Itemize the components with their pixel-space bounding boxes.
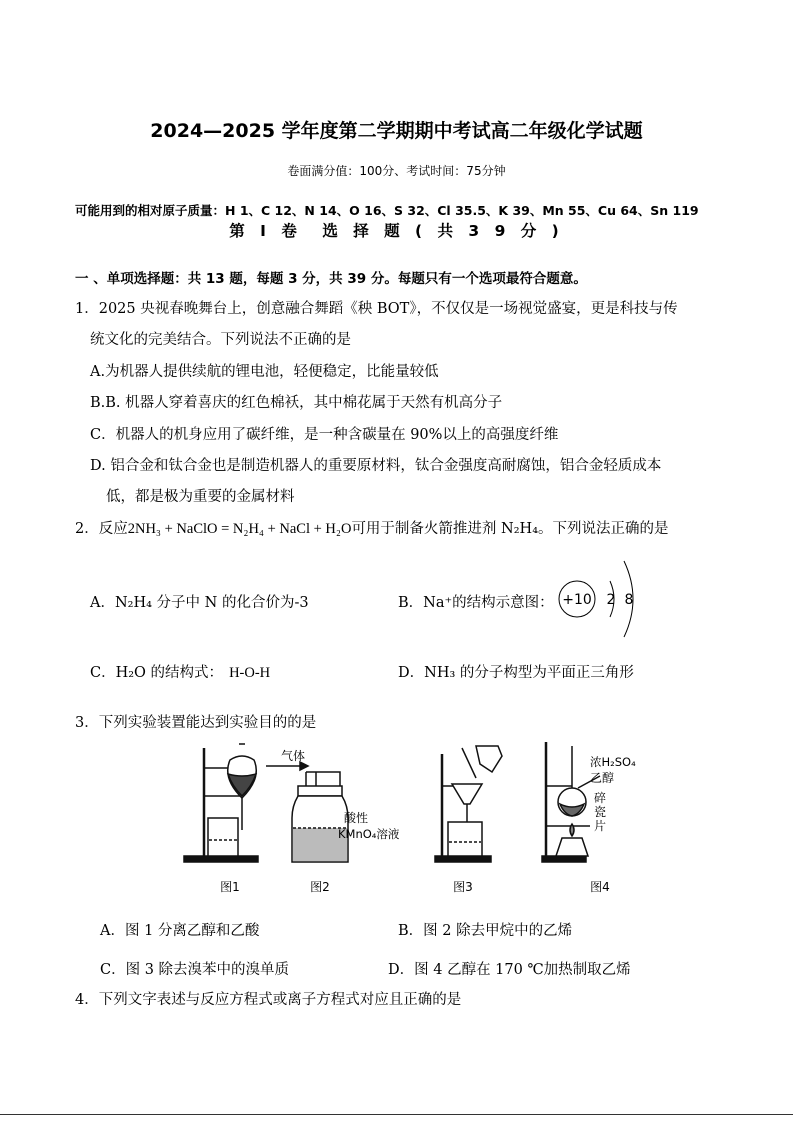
- q1-stem-line2: 统文化的完美结合。下列说法不正确的是: [90, 332, 351, 348]
- gas-label: 气体: [281, 749, 306, 763]
- acidic-label: 酸性: [344, 811, 369, 825]
- q1-option-d-line2: 低，都是极为重要的金属材料: [106, 489, 295, 505]
- shell-1-electrons: 2: [606, 592, 616, 608]
- q3-option-c: C．图 3 除去溴苯中的溴单质: [100, 962, 290, 978]
- exam-subtitle: 卷面满分值：100分、考试时间：75分钟: [287, 164, 506, 178]
- q2-water-formula: H-O-H: [229, 665, 271, 681]
- q1-stem-line1: 1．2025 央视春晚舞台上，创意融合舞蹈《秧 BOT》，不仅仅是一场视觉盛宴，更是科技与传: [75, 301, 678, 317]
- q2-option-c: [90, 661, 270, 682]
- q3-option-a: A．图 1 分离乙醇和乙酸: [100, 923, 260, 939]
- q2-option-d: D．NH₃ 的分子构型为平面正三角形: [398, 665, 634, 681]
- q3-option-b: B．图 2 除去甲烷中的乙烯: [398, 923, 573, 939]
- q2-suffix: 可用于制备火箭推进剂 N₂H₄。下列说法正确的是: [351, 521, 669, 537]
- section-heading: 一 、单项选择题：共 13 题，每题 3 分，共 39 分。每题只有一个选项最符合题意。: [75, 271, 587, 287]
- q2-prefix: 2．反应: [75, 521, 128, 537]
- q1-option-d-line1: D. 铝合金和钛合金也是制造机器人的重要原材料，钛合金强度高耐腐蚀，铝合金轻质成本: [90, 458, 662, 474]
- q2-equation: 2NH₃ + NaClO = N₂H₄ + NaCl + H₂O: [127, 521, 352, 537]
- nucleus-charge: +10: [562, 592, 592, 608]
- figure-1-caption: 图1: [220, 880, 240, 894]
- na-ion-structure-diagram: [555, 555, 645, 645]
- exam-title: 2024—2025 学年度第二学期期中考试高二年级化学试题: [150, 120, 643, 142]
- kmno4-label: KMnO₄溶液: [338, 827, 400, 841]
- q2-option-c-label: C．H₂O 的结构式：: [90, 665, 224, 681]
- shell-2-electrons: 8: [624, 592, 634, 608]
- chip-label-2: 瓷: [594, 805, 607, 819]
- chip-label-3: 片: [594, 819, 607, 833]
- q2-option-b: B．Na⁺的结构示意图：: [398, 595, 554, 611]
- q2-stem: [75, 517, 669, 538]
- q1-option-b: B.B. 机器人穿着喜庆的红色棉袄，其中棉花属于天然有机高分子: [90, 395, 503, 411]
- figure-3-filtration: [435, 746, 502, 862]
- chip-label-1: 碎: [594, 791, 607, 805]
- q3-option-d: D．图 4 乙醇在 170 ℃加热制取乙烯: [388, 962, 631, 978]
- figure-1-separatory-funnel: [184, 744, 258, 862]
- page-bottom-rule: [0, 1114, 793, 1115]
- figure-2-gas-washing-bottle: [266, 762, 348, 862]
- figure-4-caption: 图4: [590, 880, 610, 894]
- q1-option-a: A.为机器人提供续航的锂电池，轻便稳定，比能量较低: [90, 364, 439, 380]
- q3-stem: 3．下列实验装置能达到实验目的的是: [75, 715, 317, 731]
- q4-stem: 4．下列文字表述与反应方程式或离子方程式对应且正确的是: [75, 992, 462, 1008]
- conc-h2so4-label: 浓H₂SO₄: [590, 755, 636, 769]
- ethanol-label: 乙醇: [590, 771, 615, 785]
- q2-option-a: A．N₂H₄ 分子中 N 的化合价为-3: [90, 595, 309, 611]
- volume-title: 第 I 卷 选 择 题 ( 共 3 9 分 ): [229, 222, 564, 240]
- q1-option-c: C．机器人的机身应用了碳纤维，是一种含碳量在 90%以上的高强度纤维: [90, 427, 559, 443]
- figure-3-caption: 图3: [453, 880, 473, 894]
- atomic-masses: 可能用到的相对原子质量：H 1、C 12、N 14、O 16、S 32、Cl 35.5、K 39、Mn 55、Cu 64、Sn 119: [75, 203, 699, 218]
- apparatus-figures: [180, 738, 645, 898]
- figure-2-caption: 图2: [310, 880, 330, 894]
